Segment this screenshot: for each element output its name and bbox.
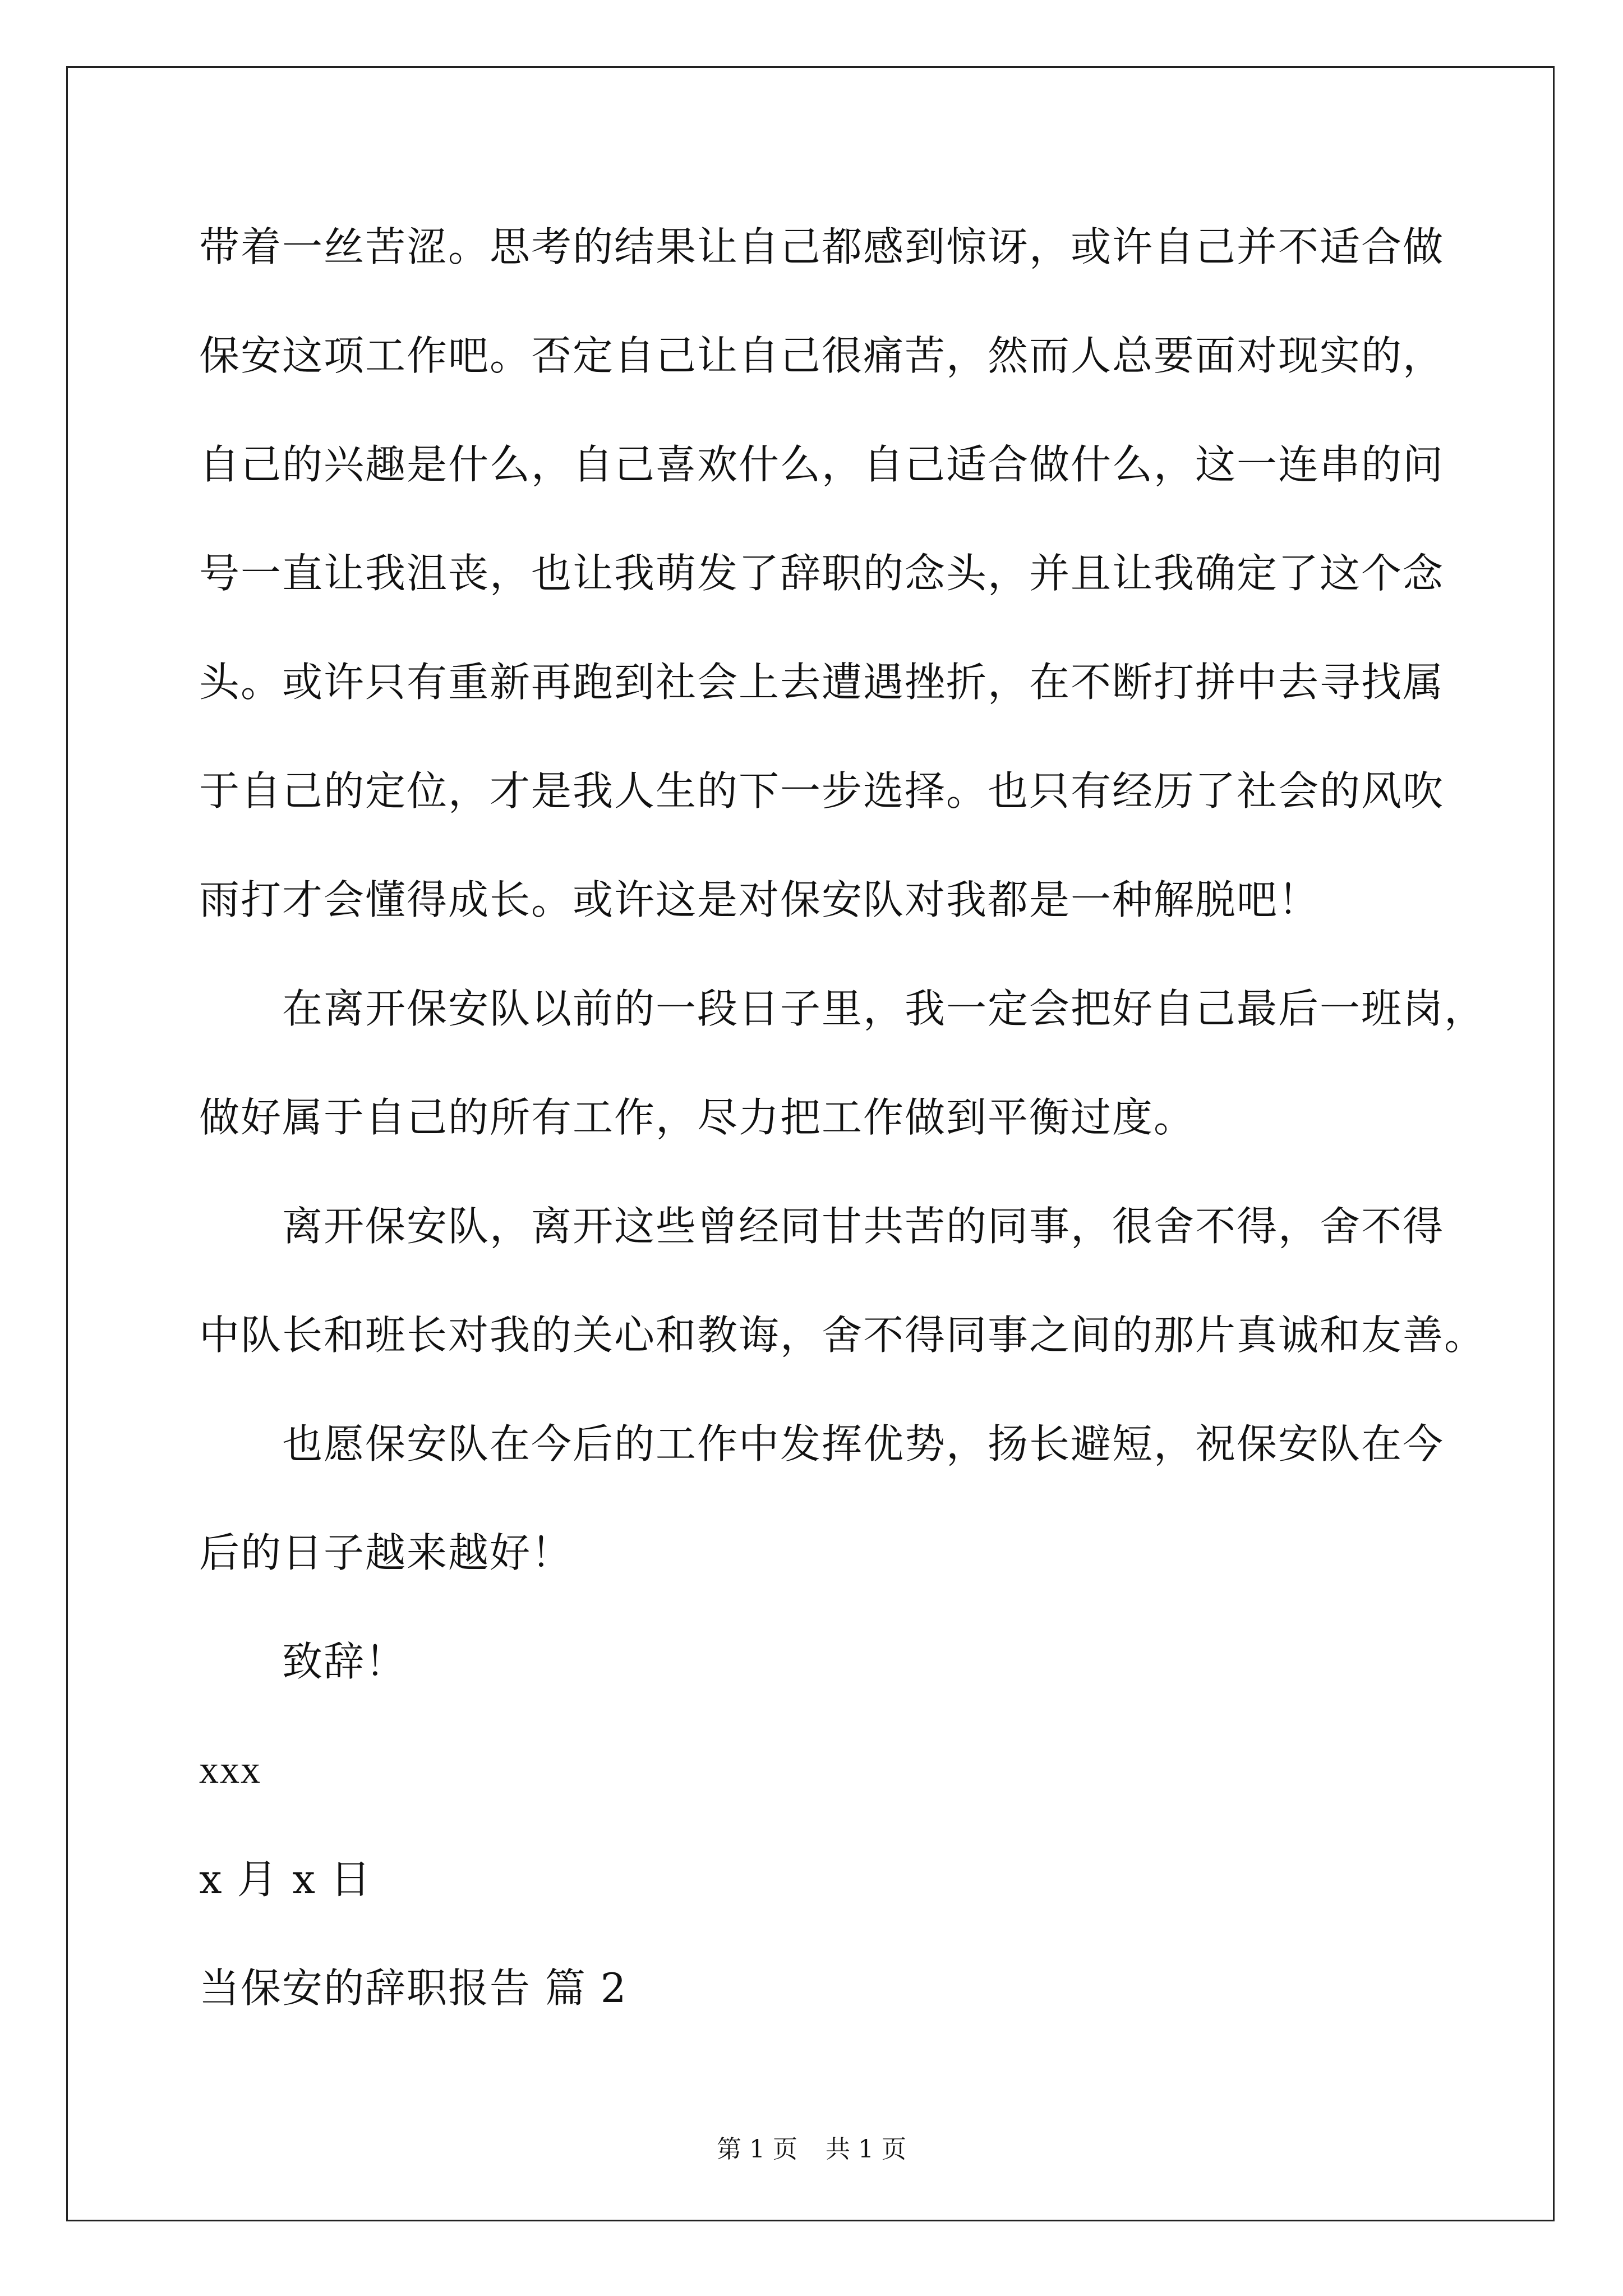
paragraph-2-line-1: 在离开保安队以前的一段日子里，我一定会把好自己最后一班岗， (282, 985, 1486, 1032)
closing-salutation: 致辞！ (282, 1638, 407, 1685)
page-footer (0, 2133, 1623, 2166)
signature-name: xxx (199, 1749, 261, 1792)
page-number-current: 第 1 页 (717, 2135, 797, 2164)
page-number-total: 共 1 页 (826, 2135, 906, 2164)
paragraph-4-line-1: 也愿保安队在今后的工作中发挥优势，扬长避短，祝保安队在今 (282, 1420, 1445, 1467)
paragraph-4-line-2: 后的日子越来越好！ (199, 1529, 573, 1576)
body-line-6: 于自己的定位，才是我人生的下一步选择。也只有经历了社会的风吹 (199, 767, 1445, 815)
body-line-2: 保安这项工作吧。否定自己让自己很痛苦，然而人总要面对现实的， (199, 332, 1445, 379)
paragraph-3-line-1: 离开保安队，离开这些曾经同甘共苦的同事，很舍不得，舍不得 (282, 1203, 1445, 1250)
body-line-1: 带着一丝苦涩。思考的结果让自己都感到惊讶，或许自己并不适合做 (199, 223, 1445, 270)
body-line-4: 号一直让我沮丧，也让我萌发了辞职的念头，并且让我确定了这个念 (199, 550, 1445, 597)
paragraph-3-line-2: 中队长和班长对我的关心和教诲，舍不得同事之间的那片真诚和友善。 (199, 1312, 1486, 1359)
body-line-5: 头。或许只有重新再跑到社会上去遭遇挫折，在不断打拼中去寻找属 (199, 659, 1445, 706)
paragraph-2-line-2: 做好属于自己的所有工作，尽力把工作做到平衡过度。 (199, 1094, 1196, 1141)
body-line-3: 自己的兴趣是什么，自己喜欢什么，自己适合做什么，这一连串的问 (199, 441, 1445, 488)
section-heading: 当保安的辞职报告 篇 2 (199, 1964, 628, 2012)
body-line-7: 雨打才会懂得成长。或许这是对保安队对我都是一种解脱吧！ (199, 876, 1320, 923)
signature-date: x 月 x 日 (199, 1856, 372, 1903)
